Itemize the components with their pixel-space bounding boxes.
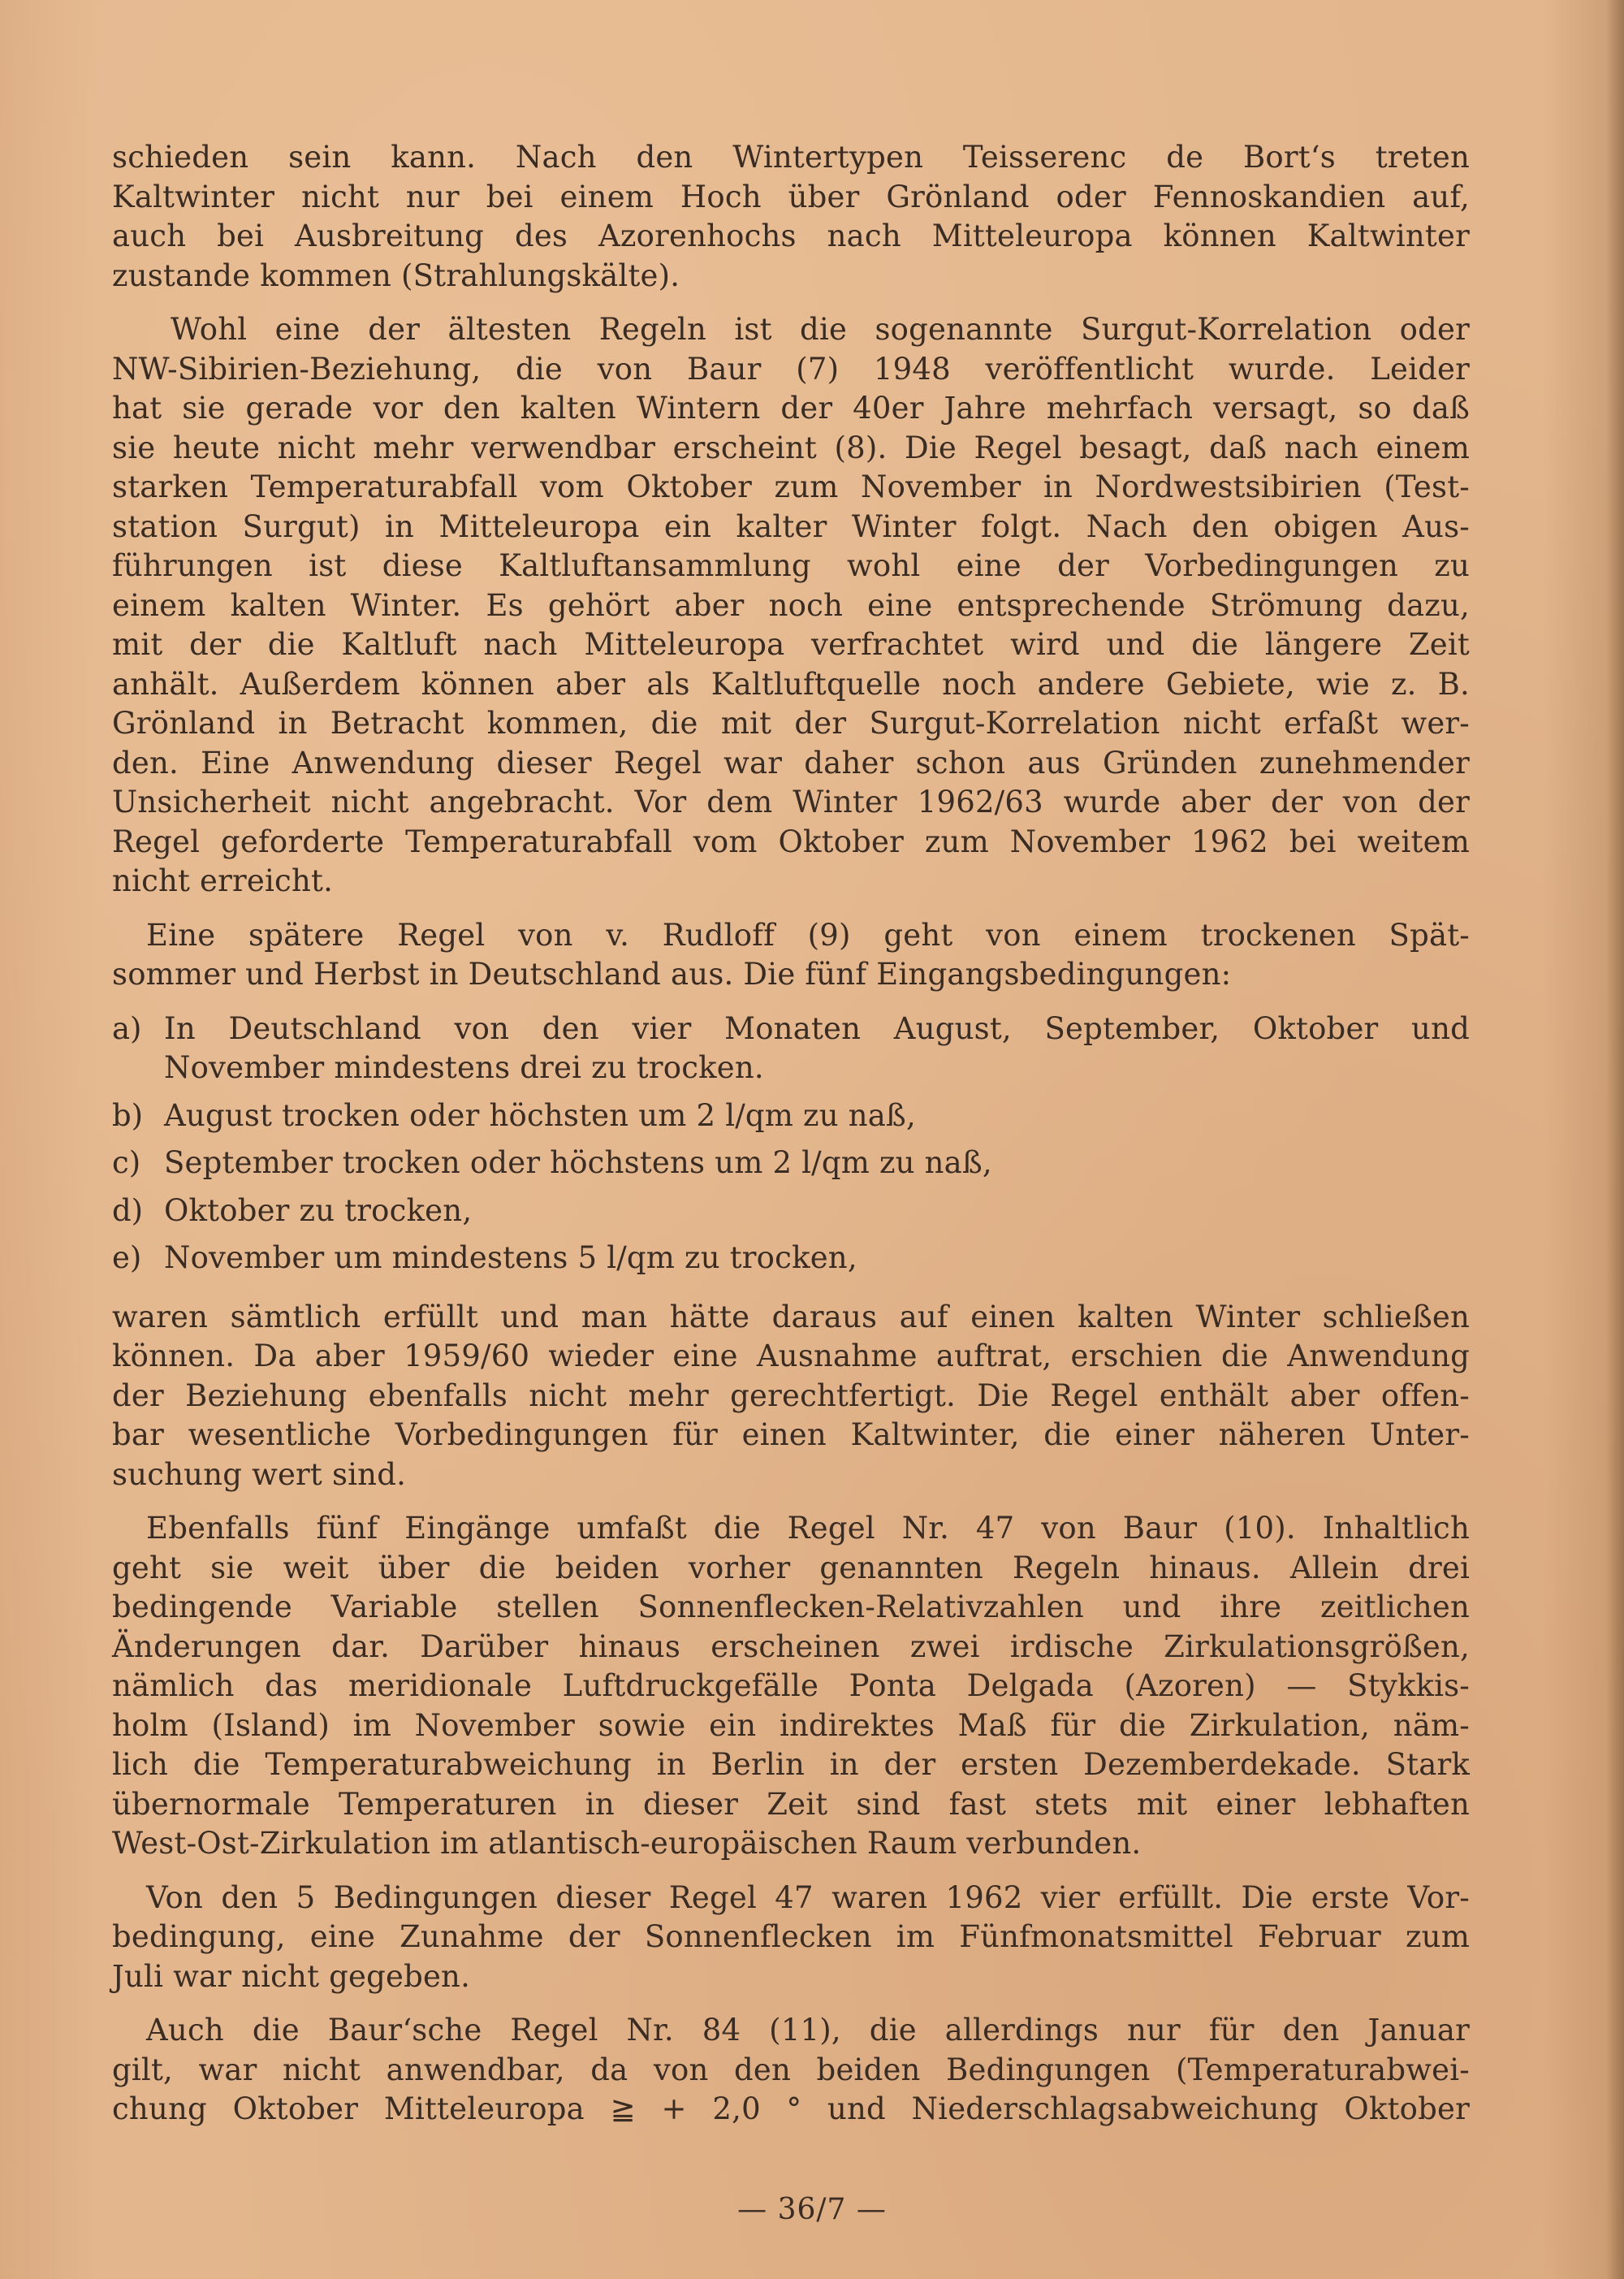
paragraph-7 [112, 2011, 1470, 2130]
text-line: anhält. Außerdem können aber als Kaltluftquelle noch andere Gebiete, wie z. B. [112, 666, 1470, 702]
text-line: starken Temperaturabfall vom Oktober zum November in Nordwestsibirien (Test- [112, 469, 1470, 504]
text-line: einem kalten Winter. Es gehört aber noch eine entsprechende Strömung dazu, [112, 587, 1470, 623]
text-line: schieden sein kann. Nach den Wintertypen Teisserenc de Bort‘s treten [112, 140, 1470, 175]
text-line: Eine spätere Regel von v. Rudloff (9) geht von einem trockenen Spät- [146, 917, 1470, 953]
list-item-label: a) [112, 1010, 142, 1046]
text-line: zustande kommen (Strahlungskälte). [112, 257, 680, 293]
list-item [112, 1191, 1470, 1231]
text-line: NW-Sibirien-Beziehung, die von Baur (7) 1948 veröffentlicht wurde. Leider [112, 351, 1470, 387]
page-number: — 36/7 — [737, 2193, 887, 2226]
text-line: führungen ist diese Kaltluftansammlung wohl eine der Vorbedingungen zu [112, 548, 1470, 583]
text-line: November mindestens drei zu trocken. [164, 1050, 764, 1085]
text-line: hat sie gerade vor den kalten Wintern der 40er Jahre mehrfach versagt, so daß [112, 391, 1470, 426]
paragraph-2 [112, 310, 1470, 902]
text-line: waren sämtlich erfüllt und man hätte daraus auf einen kalten Winter schließen [112, 1299, 1470, 1334]
text-line: Änderungen dar. Darüber hinaus erscheinen zwei irdische Zirkulationsgrößen, [112, 1628, 1470, 1664]
paragraph-6 [112, 1879, 1470, 1997]
document-body [112, 138, 1470, 2130]
text-line: der Beziehung ebenfalls nicht mehr gerechtfertigt. Die Regel enthält aber offen- [112, 1377, 1470, 1413]
text-line: können. Da aber 1959/60 wieder eine Ausnahme auftrat, erschien die Anwendung [112, 1338, 1470, 1373]
text-line: mit der die Kaltluft nach Mitteleuropa verfrachtet wird und die längere Zeit [112, 627, 1470, 662]
text-line: chung Oktober Mitteleuropa ≧ + 2,0 ° und Niederschlagsabweichung Oktober [112, 2091, 1470, 2126]
paragraph-5 [112, 1509, 1470, 1864]
text-line: bar wesentliche Vorbedingungen für einen Kaltwinter, die einer näheren Unter- [112, 1417, 1470, 1452]
text-line: sommer und Herbst in Deutschland aus. Die fünf Eingangsbedingungen: [112, 957, 1232, 992]
list-item [112, 1096, 1470, 1136]
list-item [112, 1010, 1470, 1088]
list-item-label: b) [112, 1097, 144, 1133]
text-line: suchung wert sind. [112, 1456, 407, 1492]
list-item [112, 1144, 1470, 1183]
paragraph-3 [112, 916, 1470, 995]
text-line: bedingende Variable stellen Sonnenflecken-Relativzahlen und ihre zeitlichen [112, 1589, 1470, 1624]
list-item-label: d) [112, 1192, 144, 1228]
text-line: holm (Island) im November sowie ein indirektes Maß für die Zirkulation, näm- [112, 1707, 1470, 1743]
text-line: sie heute nicht mehr verwendbar erscheint (8). Die Regel besagt, daß nach einem [112, 430, 1470, 465]
text-line: den. Eine Anwendung dieser Regel war daher schon aus Gründen zunehmender [112, 745, 1470, 781]
text-line: gilt, war nicht anwendbar, da von den beiden Bedingungen (Temperaturabwei- [112, 2052, 1470, 2087]
page-edge-shadow [1606, 0, 1624, 2279]
text-line: November um mindestens 5 l/qm zu trocken, [164, 1240, 857, 1275]
text-line: Auch die Baur‘sche Regel Nr. 84 (11), die allerdings nur für den Januar [146, 2013, 1470, 2048]
text-line: Von den 5 Bedingungen dieser Regel 47 waren 1962 vier erfüllt. Die erste Vor- [146, 1879, 1470, 1915]
text-line: nicht erreicht. [112, 863, 334, 898]
text-line: Regel geforderte Temperaturabfall vom Oktober zum November 1962 bei weitem [112, 824, 1470, 859]
text-line: Unsicherheit nicht angebracht. Vor dem Winter 1962/63 wurde aber der von der [112, 785, 1470, 819]
text-line: Ebenfalls fünf Eingänge umfaßt die Regel Nr. 47 von Baur (10). Inhaltlich [146, 1511, 1470, 1546]
list-item-label: c) [112, 1145, 141, 1180]
text-line: September trocken oder höchstens um 2 l/qm zu naß, [164, 1145, 992, 1180]
text-line: West-Ost-Zirkulation im atlantisch-europäischen Raum verbunden. [112, 1826, 1142, 1861]
paragraph-1 [112, 138, 1470, 296]
list-item [112, 1239, 1470, 1278]
text-line: station Surgut) in Mitteleuropa ein kalter Winter folgt. Nach den obigen Aus- [112, 508, 1470, 544]
text-line: geht sie weit über die beiden vorher genannten Regeln hinaus. Allein drei [112, 1550, 1470, 1585]
text-line: Wohl eine der ältesten Regeln ist die sogenannte Surgut-Korrelation oder [171, 312, 1470, 347]
text-line: auch bei Ausbreitung des Azorenhochs nach Mitteleuropa können Kaltwinter [112, 218, 1470, 253]
text-line: Juli war nicht gegeben. [112, 1958, 471, 1994]
text-line: Kaltwinter nicht nur bei einem Hoch über Grönland oder Fennoskandien auf, [112, 179, 1470, 214]
text-line: August trocken oder höchsten um 2 l/qm zu naß, [164, 1097, 916, 1133]
text-line: bedingung, eine Zunahme der Sonnenflecken im Fünfmonatsmittel Februar zum [112, 1919, 1470, 1954]
text-line: lich die Temperaturabweichung in Berlin in der ersten Dezemberdekade. Stark [112, 1747, 1470, 1782]
text-line: nämlich das meridionale Luftdruckgefälle Ponta Delgada (Azoren) — Stykkis- [112, 1668, 1470, 1703]
text-line: Grönland in Betracht kommen, die mit der Surgut-Korrelation nicht erfaßt wer- [112, 706, 1470, 741]
text-line: In Deutschland von den vier Monaten August, September, Oktober und [164, 1010, 1470, 1046]
conditions-list [112, 1010, 1470, 1278]
paragraph-4 [112, 1298, 1470, 1495]
text-line: Oktober zu trocken, [164, 1192, 473, 1228]
text-line: übernormale Temperaturen in dieser Zeit sind fast stets mit einer lebhaften [112, 1786, 1470, 1822]
list-item-label: e) [112, 1240, 142, 1275]
